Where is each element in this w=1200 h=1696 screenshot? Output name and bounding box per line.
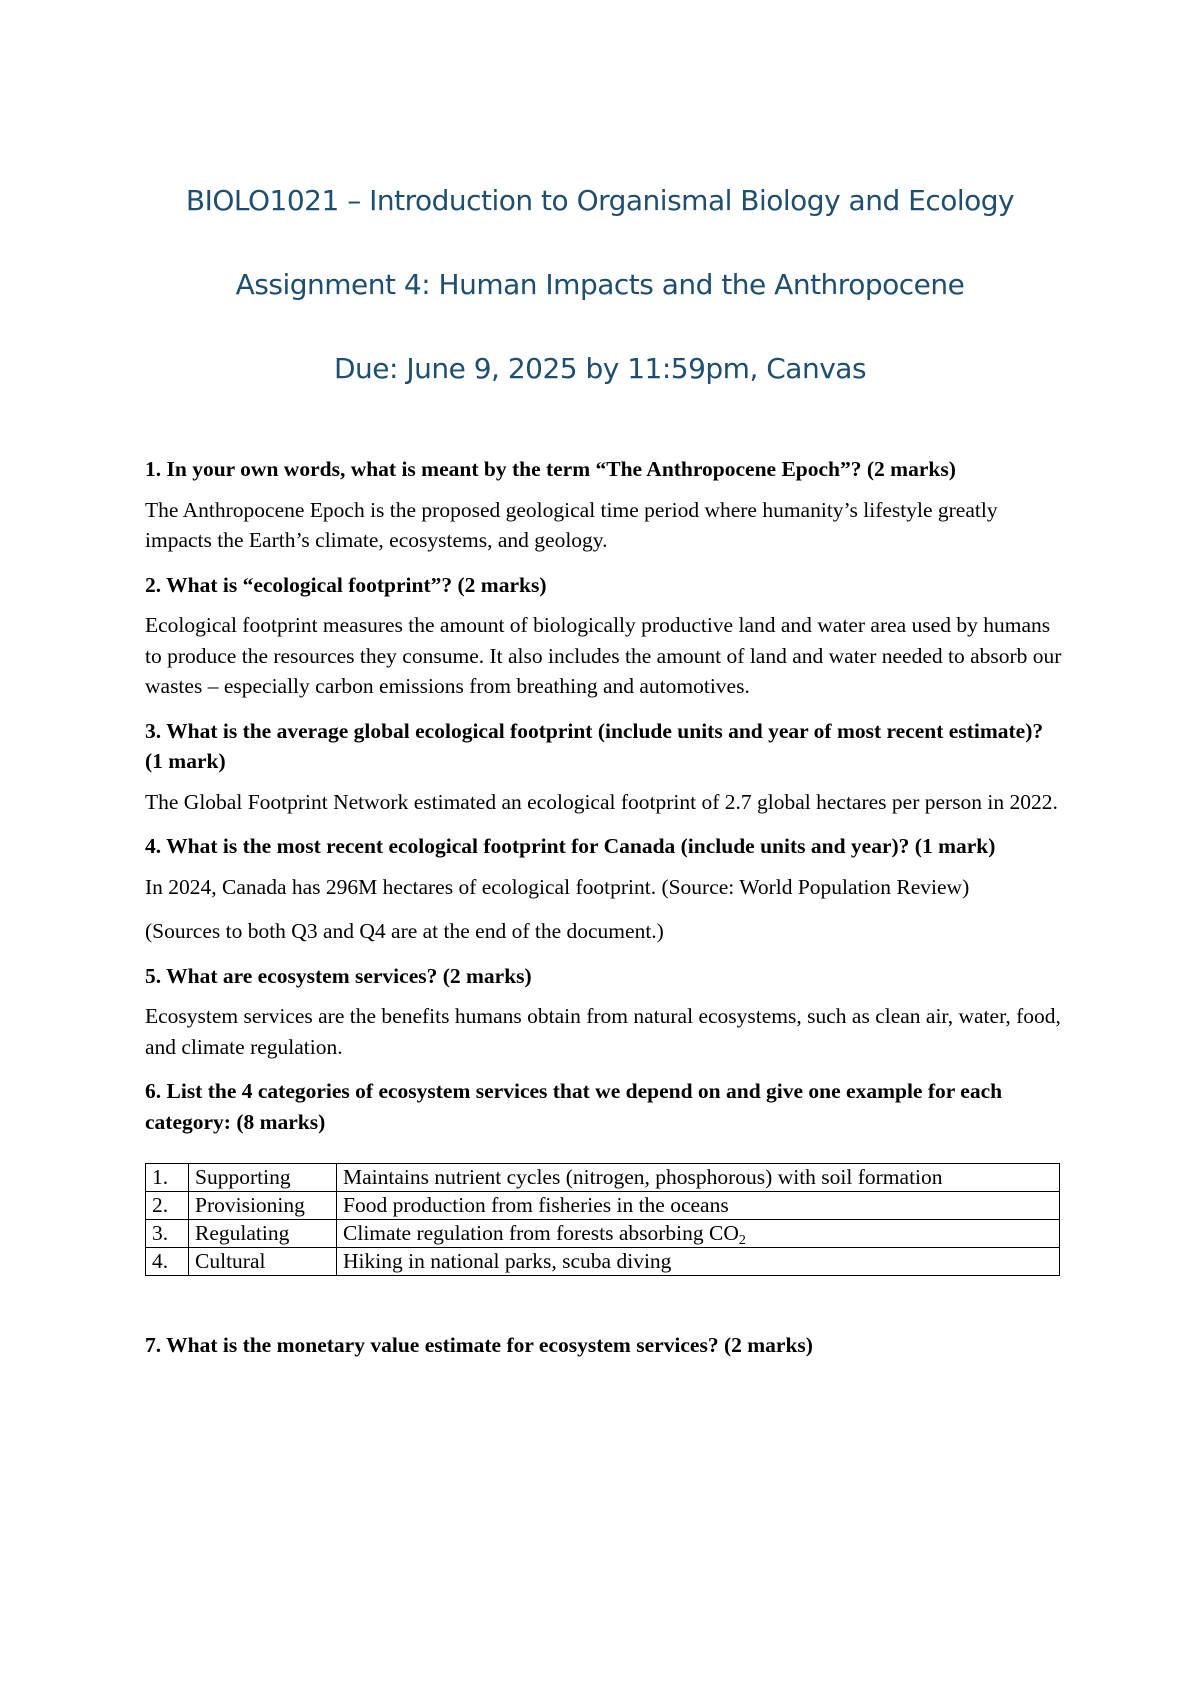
question-3: 3. What is the average global ecological footprint (include units and year of most recent estimate)? (1 mark)	[145, 718, 1044, 773]
service-category: Regulating	[189, 1220, 337, 1248]
table-row	[146, 1248, 1060, 1276]
answer-4: In 2024, Canada has 296M hectares of ecological footprint. (Source: World Population Review)	[145, 874, 970, 899]
table-row	[146, 1220, 1060, 1248]
service-category: Cultural	[189, 1248, 337, 1276]
answer-1: The Anthropocene Epoch is the proposed geological time period where humanity’s lifestyle greatly impacts the Earth’s climate, ecosystems, and geology.	[145, 497, 998, 552]
question-4: 4. What is the most recent ecological footprint for Canada (include units and year)? (1 mark)	[145, 834, 996, 858]
service-example-cell	[337, 1220, 1060, 1248]
row-number: 3.	[146, 1220, 189, 1248]
service-example: Hiking in national parks, scuba diving	[337, 1248, 1060, 1276]
question-2: 2. What is “ecological footprint”? (2 marks)	[145, 572, 547, 597]
table-row	[146, 1164, 1060, 1192]
assignment-title: Assignment 4: Human Impacts and the Anthropocene	[235, 268, 965, 301]
ecosystem-services-table	[145, 1163, 1060, 1276]
document-body	[145, 454, 1065, 1371]
answer-3: The Global Footprint Network estimated an ecological footprint of 2.7 global hectares per person in 2022.	[145, 789, 1058, 814]
course-title: BIOLO1021 – Introduction to Organismal Biology and Ecology	[185, 184, 1015, 217]
document-header	[0, 183, 1200, 435]
answer-5: Ecosystem services are the benefits humans obtain from natural ecosystems, such as clean air, water, food, and climate regulation.	[145, 1004, 1061, 1059]
service-example: Food production from fisheries in the oceans	[337, 1192, 1060, 1220]
service-category: Provisioning	[189, 1192, 337, 1220]
subscript: 2	[738, 1233, 746, 1248]
question-6: 6. List the 4 categories of ecosystem services that we depend on and give one example for each category: (8 marks)	[145, 1079, 1003, 1134]
answer-4-sources-note: (Sources to both Q3 and Q4 are at the end of the document.)	[145, 919, 664, 943]
due-date: Due: June 9, 2025 by 11:59pm, Canvas	[333, 352, 867, 385]
answer-2: Ecological footprint measures the amount of biologically productive land and water area used by humans to produce the resources they consume. It also includes the amount of land and water needed to absorb our wastes – especially carbon emissions from breathing and automotives.	[145, 613, 1062, 698]
row-number: 1.	[146, 1164, 189, 1192]
question-5: 5. What are ecosystem services? (2 marks)	[145, 963, 532, 988]
service-category: Supporting	[189, 1164, 337, 1192]
service-example: Climate regulation from forests absorbing CO	[343, 1221, 739, 1245]
question-7: 7. What is the monetary value estimate for ecosystem services? (2 marks)	[145, 1333, 813, 1357]
table-row	[146, 1192, 1060, 1220]
row-number: 2.	[146, 1192, 189, 1220]
question-1: 1. In your own words, what is meant by the term “The Anthropocene Epoch”? (2 marks)	[145, 457, 956, 481]
row-number: 4.	[146, 1248, 189, 1276]
service-example: Maintains nutrient cycles (nitrogen, phosphorous) with soil formation	[337, 1164, 1060, 1192]
